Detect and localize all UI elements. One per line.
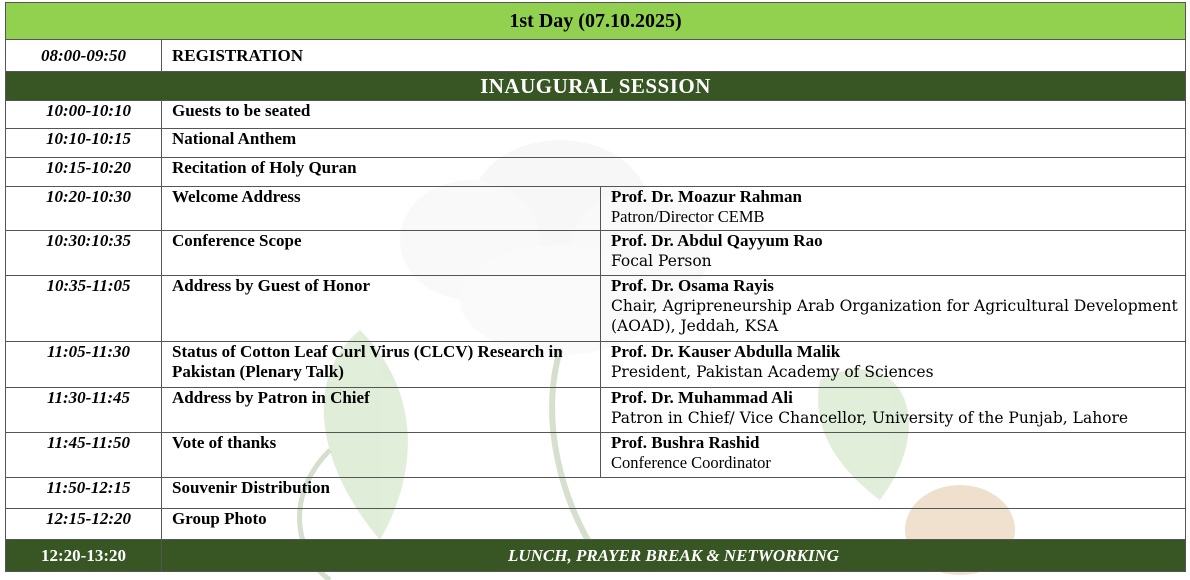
schedule-row: [6, 433, 1186, 478]
schedule-row: [6, 276, 1186, 342]
row-time: 10:10-10:15: [6, 129, 162, 158]
row-time: 11:50-12:15: [6, 478, 162, 509]
schedule-row: [6, 509, 1186, 540]
schedule-row: [6, 129, 1186, 158]
row-activity: Recitation of Holy Quran: [162, 158, 1186, 187]
row-activity: National Anthem: [162, 129, 1186, 158]
lunch-time: 12:20-13:20: [6, 540, 162, 572]
row-time: 11:05-11:30: [6, 342, 162, 388]
row-activity: Address by Patron in Chief: [162, 388, 601, 433]
lunch-label: LUNCH, PRAYER BREAK & NETWORKING: [162, 540, 1186, 572]
speaker-name: Prof. Dr. Kauser Abdulla Malik: [611, 342, 841, 361]
speaker-name: Prof. Dr. Abdul Qayyum Rao: [611, 231, 823, 250]
speaker-role: Patron in Chief/ Vice Chancellor, University of the Punjab, Lahore: [611, 409, 1129, 427]
row-activity: Conference Scope: [162, 231, 601, 276]
speaker-role: Conference Coordinator: [611, 453, 771, 472]
speaker-name: Prof. Dr. Osama Rayis: [611, 276, 774, 295]
row-time: 10:00-10:10: [6, 101, 162, 129]
row-time: 11:30-11:45: [6, 388, 162, 433]
schedule-table: [5, 2, 1186, 572]
row-activity: Vote of thanks: [162, 433, 601, 478]
row-activity: Welcome Address: [162, 187, 601, 231]
row-speaker-cell: [601, 276, 1186, 342]
registration-label: REGISTRATION: [162, 40, 1186, 72]
session-title: INAUGURAL SESSION: [6, 72, 1186, 101]
speaker-role: Chair, Agripreneurship Arab Organization for Agricultural Development (AOAD), Jeddah, KSA: [611, 297, 1178, 335]
row-speaker-cell: [601, 231, 1186, 276]
schedule-row: [6, 231, 1186, 276]
row-time: 11:45-11:50: [6, 433, 162, 478]
speaker-name: Prof. Bushra Rashid: [611, 433, 760, 452]
row-time: 10:35-11:05: [6, 276, 162, 342]
row-speaker-cell: [601, 433, 1186, 478]
speaker-role: Focal Person: [611, 252, 712, 270]
schedule-row: [6, 388, 1186, 433]
speaker-name: Prof. Dr. Moazur Rahman: [611, 187, 802, 206]
row-time: 10:20-10:30: [6, 187, 162, 231]
day-header: 1st Day (07.10.2025): [6, 3, 1186, 40]
schedule-row: [6, 101, 1186, 129]
speaker-name: Prof. Dr. Muhammad Ali: [611, 388, 793, 407]
schedule-row: [6, 342, 1186, 388]
registration-time: 08:00-09:50: [6, 40, 162, 72]
schedule-row: [6, 187, 1186, 231]
row-speaker-cell: [601, 388, 1186, 433]
registration-row: [6, 40, 1186, 72]
day-header-row: [6, 3, 1186, 40]
row-activity: Guests to be seated: [162, 101, 1186, 129]
row-activity: Address by Guest of Honor: [162, 276, 601, 342]
speaker-role: Patron/Director CEMB: [611, 207, 765, 226]
schedule-row: [6, 478, 1186, 509]
row-speaker-cell: [601, 187, 1186, 231]
row-activity: Souvenir Distribution: [162, 478, 1186, 509]
lunch-row: [6, 540, 1186, 572]
row-time: 10:30:10:35: [6, 231, 162, 276]
row-time: 10:15-10:20: [6, 158, 162, 187]
speaker-role: President, Pakistan Academy of Sciences: [611, 363, 934, 381]
row-speaker-cell: [601, 342, 1186, 388]
schedule-row: [6, 158, 1186, 187]
row-activity: Status of Cotton Leaf Curl Virus (CLCV) Research in Pakistan (Plenary Talk): [162, 342, 601, 388]
session-header-row: [6, 72, 1186, 101]
row-activity: Group Photo: [162, 509, 1186, 540]
row-time: 12:15-12:20: [6, 509, 162, 540]
